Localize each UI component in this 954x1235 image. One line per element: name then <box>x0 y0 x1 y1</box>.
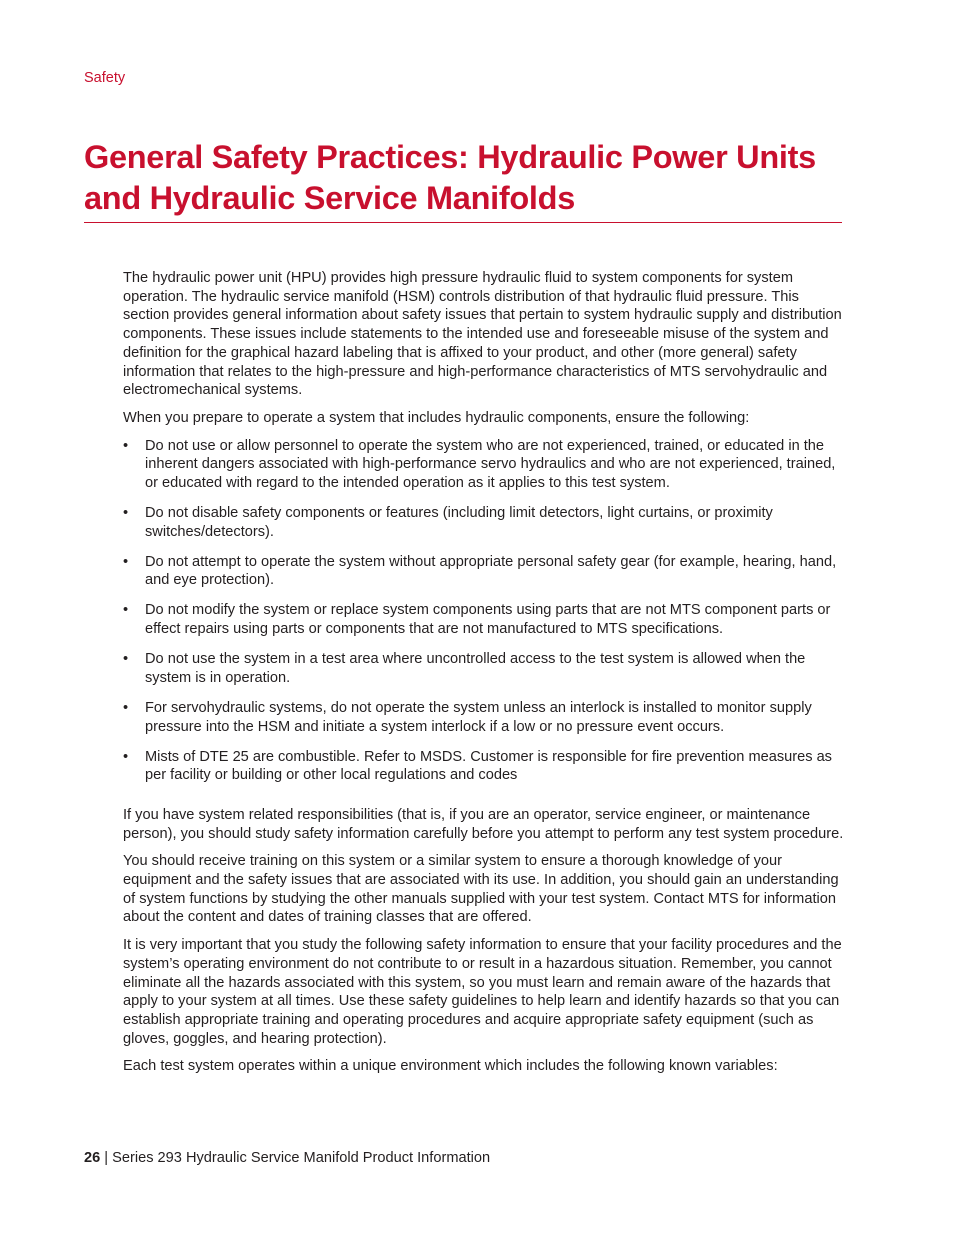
footer-separator: | <box>100 1150 113 1166</box>
page-footer <box>84 1149 490 1167</box>
bullet-text: Do not use or allow personnel to operate the system who are not experienced, trained, or educated in the inherent dangers associated with high-performance servo hydraulics and who are not experienced, trained, or educated with regard to the intended operation as it applies to this test system. <box>145 437 836 492</box>
bullet-icon: • <box>123 699 129 716</box>
intro-paragraph: The hydraulic power unit (HPU) provides high pressure hydraulic fluid to system components for system operation. The hydraulic service manifold (HSM) controls distribution of that hydraulic fluid pressure. This section provides general information about safety issues that pertain to system hydraulic supply and distribution components. These issues include statements to the intended use and foreseeable misuse of the system and definition for the graphical hazard labeling that is affixed to your product, and other (more general) safety information that relates to the high-pressure and high-performance characteristics of MTS servohydraulic and electromechanical systems. <box>123 270 842 399</box>
section-label: Safety <box>84 70 126 86</box>
safety-importance-paragraph: It is very important that you study the following safety information to ensure that your facility procedures and the system’s operating environment do not contribute to or result in a hazardous situation. Remember, you cannot eliminate all the hazards associated with this system, so you must learn and remain aware of the hazards that apply to your system at all times. Use these safety guidelines to help learn and identify hazards so that you can establish appropriate training and operating procedures and acquire appropriate safety equipment (such as gloves, goggles, and hearing protection). <box>123 937 842 1047</box>
bullet-icon: • <box>123 748 129 765</box>
bullet-item <box>123 699 845 736</box>
bullet-item <box>123 437 845 493</box>
bullet-icon: • <box>123 651 129 668</box>
page-title: General Safety Practices: Hydraulic Power Units and Hydraulic Service Manifolds <box>84 139 816 216</box>
bullet-item <box>123 650 845 687</box>
bullet-icon: • <box>123 602 129 619</box>
training-paragraph: You should receive training on this system or a similar system to ensure a thorough knowledge of your equipment and the safety issues that are associated with its use. In addition, you should gain an understanding of system functions by studying the other manuals supplied with your test system. Contact MTS for information about the content and dates of training classes that are offered. <box>123 853 839 926</box>
bullet-item <box>123 601 845 638</box>
title-divider <box>84 222 842 223</box>
responsibilities-paragraph: If you have system related responsibilities (that is, if you are an operator, service engineer, or maintenance person), you should study safety information carefully before you attempt to perform any test system procedure. <box>123 806 844 842</box>
bullet-text: Mists of DTE 25 are combustible. Refer to MSDS. Customer is responsible for fire prevention measures as per facility or building or other local regulations and codes <box>145 748 832 784</box>
page-number: 26 <box>84 1150 101 1166</box>
environment-lead-in: Each test system operates within a unique environment which includes the following known variables: <box>123 1058 778 1075</box>
bullet-item <box>123 504 845 541</box>
main-content <box>123 269 845 1085</box>
footer-document-title: Series 293 Hydraulic Service Manifold Product Information <box>112 1150 491 1166</box>
bullet-text: Do not disable safety components or features (including limit detectors, light curtains, or proximity switches/detectors). <box>145 505 773 540</box>
bullet-text: Do not use the system in a test area where uncontrolled access to the test system is allowed when the system is in operation. <box>145 651 806 686</box>
bullet-icon: • <box>123 437 129 454</box>
bullet-item <box>123 553 845 590</box>
intro-lead-in: When you prepare to operate a system that includes hydraulic components, ensure the following: <box>123 409 750 426</box>
bullet-icon: • <box>123 553 129 570</box>
bullet-item <box>123 748 845 785</box>
bullet-icon: • <box>123 505 129 522</box>
bullet-text: For servohydraulic systems, do not operate the system unless an interlock is installed to monitor supply pressure into the HSM and initiate a system interlock if a low or no pressure event occurs. <box>145 699 812 735</box>
bullet-text: Do not attempt to operate the system without appropriate personal safety gear (for example, hearing, hand, and eye protection). <box>145 553 837 589</box>
safety-bullet-list <box>123 437 845 785</box>
bullet-text: Do not modify the system or replace system components using parts that are not MTS component parts or effect repairs using parts or components that are not manufactured to MTS specifications. <box>145 602 831 638</box>
